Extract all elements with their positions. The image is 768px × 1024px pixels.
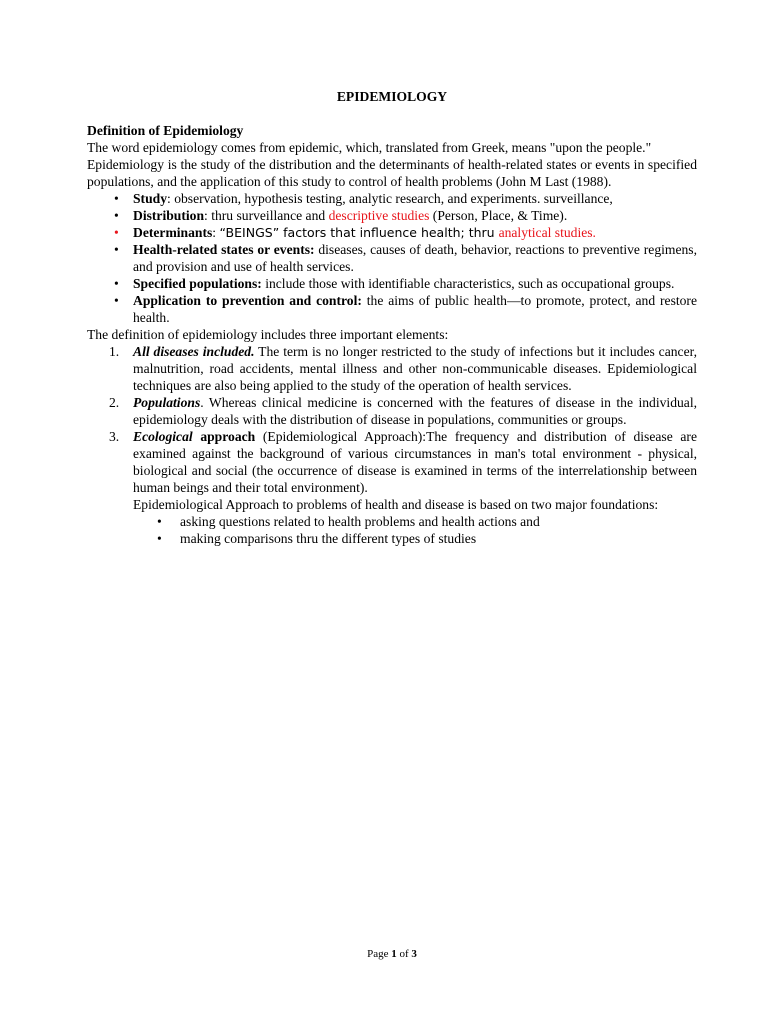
definition-paragraph-1: The word epidemiology comes from epidemic, which, translated from Greek, means "upon the people." <box>87 140 652 155</box>
element-number: 3. <box>109 429 120 444</box>
foundation-item-1 <box>87 513 697 530</box>
element-item-1 <box>87 343 697 394</box>
element-item-3 <box>87 428 697 496</box>
term-determinants: Determinants <box>133 225 213 240</box>
bullet-icon: • <box>157 514 162 529</box>
link-descriptive-studies: descriptive studies <box>328 208 430 223</box>
text-all-diseases: The term is no longer restricted to the study of infections but it includes cancer, malnutrition, road accidents, mental illness and other non-communicable diseases. Epidemiological techniques are also being applied to the study of the operation of health services. <box>133 344 697 393</box>
foundation-item-2 <box>87 530 697 547</box>
list-item-application <box>87 292 697 326</box>
bullet-icon: • <box>114 276 119 291</box>
page-label: Page <box>367 948 392 960</box>
term-distribution: Distribution <box>133 208 205 223</box>
bullet-icon: • <box>114 191 119 206</box>
bullet-icon: • <box>114 225 119 240</box>
text-distribution-1: : thru surveillance and <box>204 208 329 223</box>
text-ecological: (Epidemiological Approach):The frequency and distribution of disease are examined against the background of various circumstances in man's total environment - physical, biological and social (the occurrence of disease is examined in terms of the interrelationship between human beings and their total environment). <box>133 429 697 495</box>
term-health-related: Health-related states or events: <box>133 242 315 257</box>
bullet-icon: • <box>114 208 119 223</box>
text-specified-populations: include those with identifiable characteristics, such as occupational groups. <box>261 276 675 291</box>
element-number: 2. <box>109 395 120 410</box>
text-application: the aims of public health—to promote, protect, and restore health. <box>133 293 697 325</box>
of-label: of <box>396 948 412 960</box>
definition-paragraph-2: Epidemiology is the study of the distribution and the determinants of health-related states or events in specified populations, and the application of this study to control of health problems (John M Last (1988). <box>87 157 697 189</box>
text-study: : observation, hypothesis testing, analytic research, and experiments. surveillance, <box>167 191 613 206</box>
definition-components-list <box>87 190 697 326</box>
elements-intro: The definition of epidemiology includes three important elements: <box>87 327 449 342</box>
approach-foundations-paragraph: Epidemiological Approach to problems of health and disease is based on two major foundations: <box>133 497 659 512</box>
element-item-2 <box>87 394 697 428</box>
list-item-health-related <box>87 241 697 275</box>
page-total: 3 <box>411 948 417 960</box>
list-item-study <box>87 190 697 207</box>
term-approach: approach <box>192 429 256 444</box>
term-populations: Populations <box>133 395 201 410</box>
element-number: 1. <box>109 344 120 359</box>
page-number: 1 <box>391 948 397 960</box>
document-title: EPIDEMIOLOGY <box>336 89 448 104</box>
list-item-determinants <box>87 224 697 241</box>
text-determinants-sans: “BEINGS” factors that influence health; thru <box>219 225 499 240</box>
term-ecological: Ecological <box>133 429 193 444</box>
bullet-icon: • <box>114 242 119 257</box>
document-body <box>87 122 697 547</box>
list-item-distribution <box>87 207 697 224</box>
list-item-specified-populations <box>87 275 697 292</box>
text-health-related: diseases, causes of death, behavior, reactions to preventive regimens, and provision and use of health services. <box>133 242 697 274</box>
elements-list <box>87 343 697 496</box>
bullet-icon: • <box>157 531 162 546</box>
foundation-text-2: making comparisons thru the different types of studies <box>180 531 477 546</box>
foundations-list <box>87 513 697 547</box>
page-footer <box>87 946 697 963</box>
term-specified-populations: Specified populations: <box>133 276 262 291</box>
link-analytical-studies: analytical studies. <box>498 225 596 240</box>
text-determinants-1: : <box>212 225 220 240</box>
term-application: Application to prevention and control: <box>133 293 362 308</box>
term-all-diseases: All diseases included. <box>133 344 255 359</box>
term-study: Study <box>133 191 168 206</box>
bullet-icon: • <box>114 293 119 308</box>
text-populations: . Whereas clinical medicine is concerned with the features of disease in the individual, epidemiology deals with the distribution of disease in populations, communities or groups. <box>133 395 697 427</box>
foundation-text-1: asking questions related to health problems and health actions and <box>180 514 540 529</box>
text-distribution-2: (Person, Place, & Time). <box>429 208 568 223</box>
definition-heading: Definition of Epidemiology <box>87 123 244 138</box>
document-page <box>87 0 697 1024</box>
